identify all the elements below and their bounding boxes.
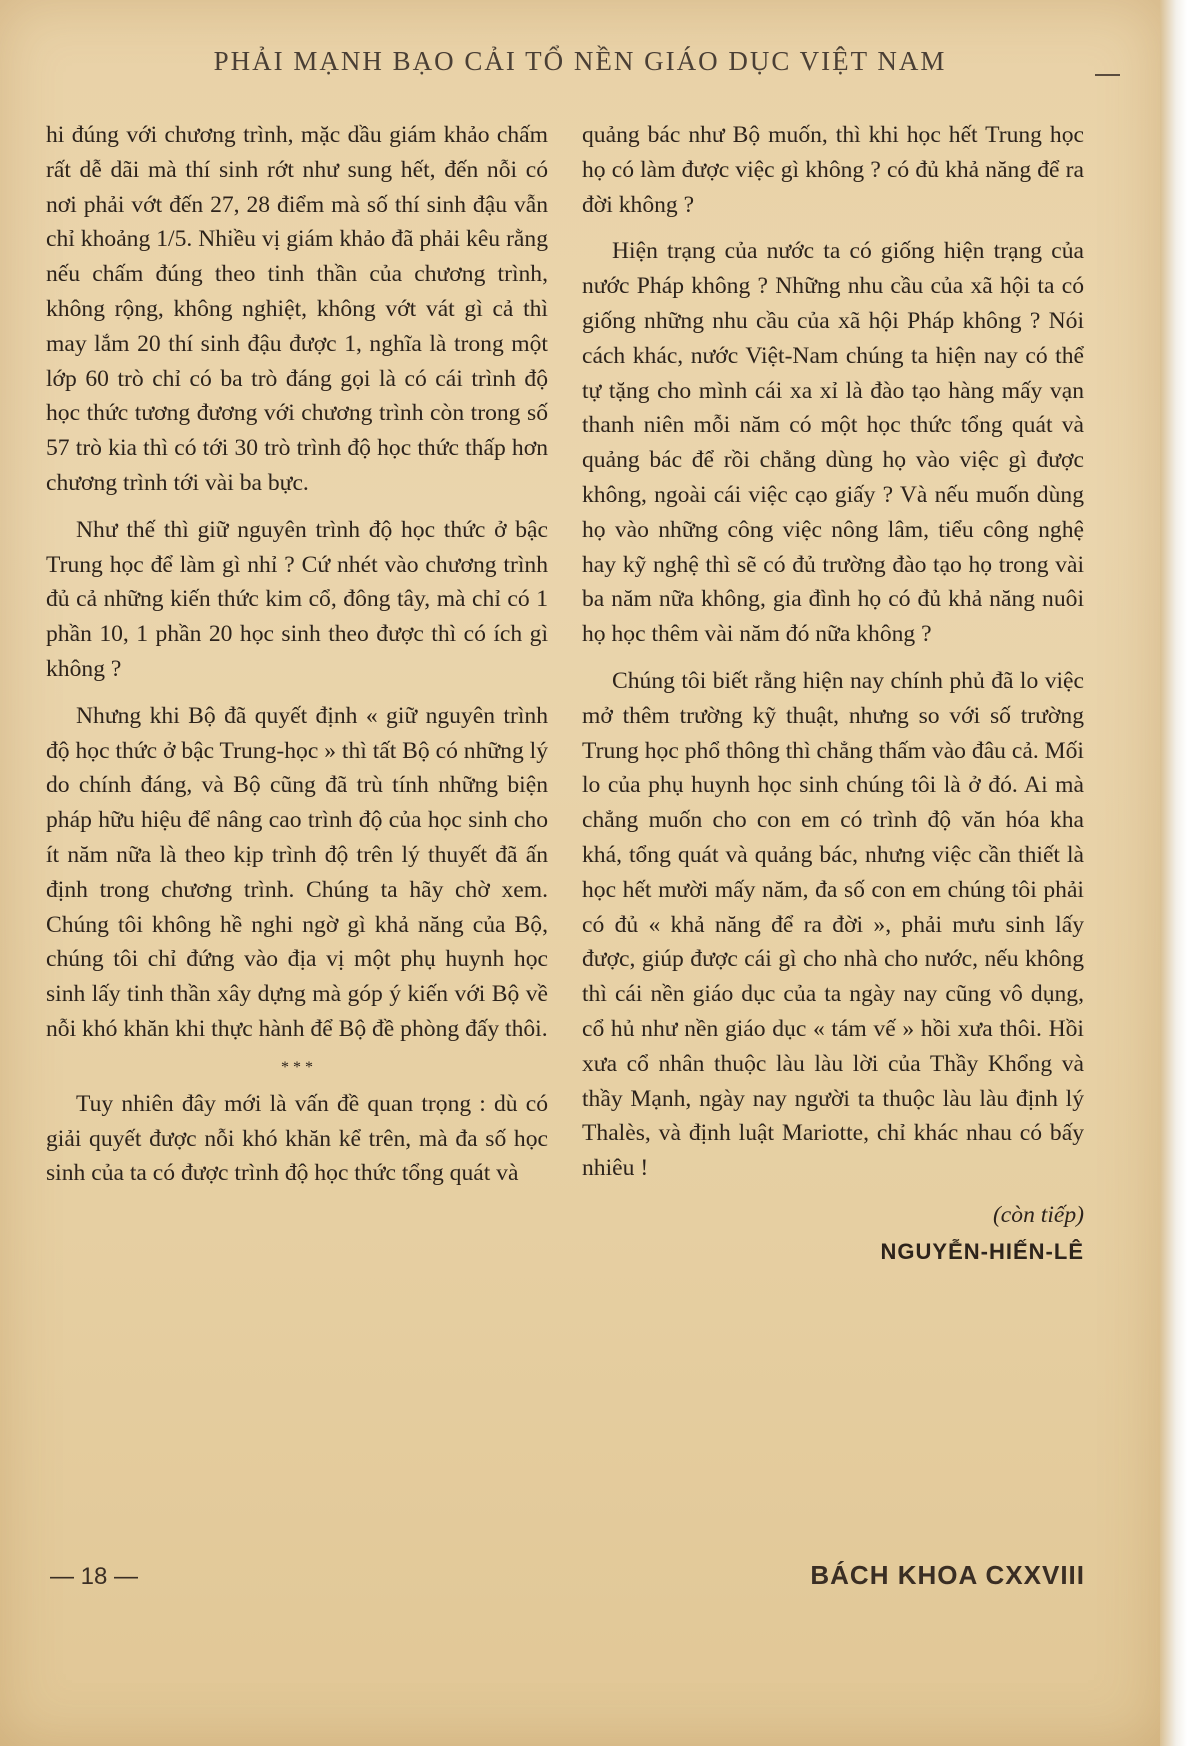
section-separator: * * * (281, 1058, 313, 1076)
paragraph: Chúng tôi biết rằng hiện nay chính phủ đã lo việc mở thêm trường kỹ thuật, nhưng so với số trường Trung học phổ thông thì chẳng thấm vào đâu cả. Mối lo của phụ huynh học sinh chúng tôi là ở đó. Ai mà chẳng muốn cho con em có trình độ văn hóa kha khá, tổng quát và quảng bác, nhưng việc cần thiết là học hết mười mấy năm, đa số con em chúng tôi phải có đủ « khả năng để ra đời », phải mưu sinh lấy được, giúp được cái gì cho nhà cho nước, nếu không thì cái nền giáo dục của ta ngày nay cũng vô dụng, cổ hủ như nền giáo dục « tám vế » hồi xưa thôi. Hồi xưa cổ nhân thuộc làu làu lời của Thầy Khổng và thầy Mạnh, ngày nay người ta thuộc làu làu định lý Thalès, và định luật Mariotte, chỉ khác nhau có bấy nhiêu ! (582, 667, 1084, 1182)
continued-note: (còn tiếp) (992, 1201, 1084, 1228)
author-signature: NGUYỄN-HIẾN-LÊ (880, 1238, 1084, 1264)
page-edge (1160, 0, 1187, 1746)
header-rule (1095, 74, 1120, 76)
paragraph: Nhưng khi Bộ đã quyết định « giữ nguyên trình độ học thức ở bậc Trung-học » thì tất Bộ có những lý do chính đáng, và Bộ cũng đã trù tính những biện pháp hữu hiệu để nâng cao trình độ của học sinh cho ít năm nữa là theo kịp trình độ trên lý thuyết đã ấn định trong chương trình. Chúng ta hãy chờ xem. Chúng tôi không hề nghi ngờ gì khả năng của Bộ, chúng tôi chỉ đứng vào địa vị một phụ huynh học sinh lấy tinh thần xây dựng mà góp ý kiến với Bộ về nỗi khó khăn khi thực hành để Bộ đề phòng đấy thôi. (46, 702, 549, 1042)
page-number: — 18 — (50, 1563, 139, 1590)
paragraph: hi đúng với chương trình, mặc dầu giám khảo chấm rất dễ dãi mà thí sinh rớt như sung hết, đến nỗi có nơi phải vớt đến 27, 28 điểm mà số thí sinh đậu vẫn chỉ khoảng 1/5. Nhiều vị giám khảo đã phải kêu rằng nếu chấm đúng theo tinh thần của chương trình, không rộng, không nghiệt, không vớt vát gì cả thì may lắm 20 thí sinh đậu được 1, nghĩa là trong một lớp 60 trò chỉ có ba trò đáng gọi là có cái trình độ học thức tương đương với chương trình còn trong số 57 trò kia thì có tới 30 trò trình độ học thức thấp hơn chương trình tới vài ba bực. (46, 122, 548, 496)
paragraph: Hiện trạng của nước ta có giống hiện trạng của nước Pháp không ? Những nhu cầu của xã hội ta có giống những nhu cầu của xã hội Pháp không ? Nói cách khác, nước Việt-Nam chúng ta hiện nay có thể tự tặng cho mình cái xa xỉ là đào tạo hàng mấy vạn thanh niên mỗi năm có một học thức tổng quát và quảng bác để rồi chẳng dùng họ vào việc gì được không, ngoài cái việc cạo giấy ? Và nếu muốn dùng họ vào những công việc nông lâm, tiểu công nghệ hay kỹ nghệ thì sẽ có đủ trường đào tạo họ trong vài ba năm nữa không, gia đình họ có đủ khả năng nuôi họ học thêm vài năm đó nữa không ? (582, 238, 1084, 648)
paragraph: Như thế thì giữ nguyên trình độ học thức ở bậc Trung học để làm gì nhỉ ? Cứ nhét vào chương trình đủ cả những kiến thức kim cổ, đông tây, mà chỉ có 1 phần 10, 1 phần 20 học sinh theo được thì có ích gì không ? (46, 516, 548, 682)
right-column (582, 118, 1084, 1269)
left-column (46, 118, 548, 1203)
paragraph: quảng bác như Bộ muốn, thì khi học hết Trung học họ có làm được việc gì không ? có đủ khả năng để ra đời không ? (582, 122, 1084, 218)
paragraph: Tuy nhiên đây mới là vấn đề quan trọng : dù có giải quyết được nỗi khó khăn kể trên, mà đa số học sinh của ta có được trình độ học thức tổng quát và (46, 1090, 548, 1187)
magazine-issue: BÁCH KHOA CXXVIII (810, 1560, 1085, 1590)
running-header: PHẢI MẠNH BẠO CẢI TỔ NỀN GIÁO DỤC VIỆT NAM (213, 46, 947, 76)
